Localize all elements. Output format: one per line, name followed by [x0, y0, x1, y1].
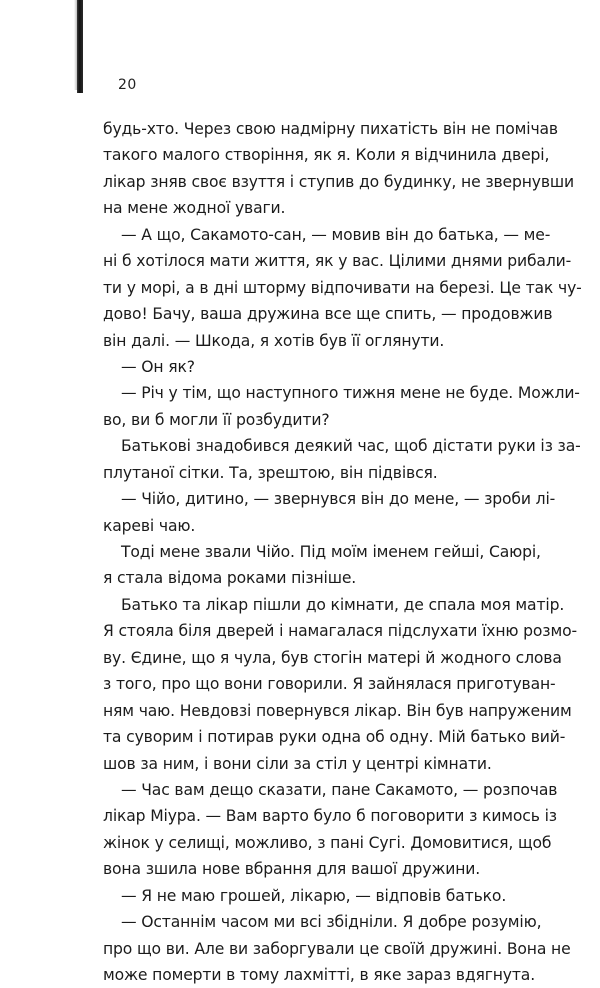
text-line: такого малого створіння, як я. Коли я відчинила двері,	[103, 146, 550, 165]
text-line: — А що, Сакамото-сан, — мовив він до батька, — ме-	[121, 225, 551, 244]
text-line: ні б хотілося мати життя, як у вас. Цілими днями рибали-	[103, 252, 572, 271]
text-line: Я стояла біля дверей і намагалася підслухати їхню розмо-	[103, 622, 577, 641]
text-line: Батько та лікар пішли до кімнати, де спала моя матір.	[121, 595, 565, 614]
text-line: лікар Міура. — Вам варто було б поговорити з кимось із	[103, 807, 557, 826]
text-line: жінок у селищі, можливо, з пані Сугі. Домовитися, щоб	[103, 833, 552, 852]
text-line: — Он як?	[121, 357, 195, 376]
text-line: — Останнім часом ми всі збідніли. Я добре розумію,	[121, 913, 542, 932]
text-line: на мене жодної уваги.	[103, 199, 286, 218]
text-line: — Я не маю грошей, лікарю, — відповів батько.	[121, 886, 507, 905]
binding-edge	[77, 0, 83, 93]
text-line: та суворим і потирав руки одна об одну. Мій батько вий-	[103, 728, 566, 747]
text-line: будь-хто. Через свою надмірну пихатість він не помічав	[103, 120, 558, 138]
text-line: — Річ у тім, що наступного тижня мене не буде. Можли-	[121, 384, 580, 403]
page-number: 20	[118, 77, 137, 93]
text-line: може померти в тому лахмітті, в яке зараз вдягнута.	[103, 966, 536, 984]
text-line: він далі. — Шкода, я хотів був її оглянути.	[103, 331, 445, 350]
text-line: во, ви б могли її розбудити?	[103, 410, 330, 429]
text-line: ву. Єдине, що я чула, був стогін матері й жодного слова	[103, 648, 562, 667]
text-line: про що ви. Але ви заборгували це своїй дружині. Вона не	[103, 939, 571, 958]
text-line: плутаної сітки. Та, зрештою, він підвівся.	[103, 463, 438, 482]
text-line: ти у морі, а в дні шторму відпочивати на березі. Це так чу-	[103, 278, 582, 297]
text-line: Тоді мене звали Чійо. Під моїм іменем гейші, Саюрі,	[121, 543, 541, 561]
text-line: ням чаю. Невдовзі повернувся лікар. Він був напруженим	[103, 701, 572, 720]
text-line: кареві чаю.	[103, 516, 196, 535]
text-line: дово! Бачу, ваша дружина все ще спить, — продовжив	[103, 305, 553, 324]
text-line: вона зшила нове вбрання для вашої дружини.	[103, 860, 481, 879]
text-line: — Час вам дещо сказати, пане Сакамото, — розпочав	[121, 780, 558, 799]
text-line: шов за ним, і вони сіли за стіл у центрі кімнати.	[103, 754, 492, 773]
text-line: з того, про що вони говорили. Я зайнялася приготуван-	[103, 675, 556, 694]
text-line: Батькові знадобився деякий час, щоб дістати руки із за-	[121, 437, 581, 456]
body-text	[103, 116, 582, 988]
text-line: лікар зняв своє взуття і ступив до будинку, не звернувши	[103, 172, 574, 191]
text-line: я стала відома роками пізніше.	[103, 569, 357, 588]
text-line: — Чійо, дитино, — звернувся він до мене, — зроби лі-	[121, 490, 556, 509]
